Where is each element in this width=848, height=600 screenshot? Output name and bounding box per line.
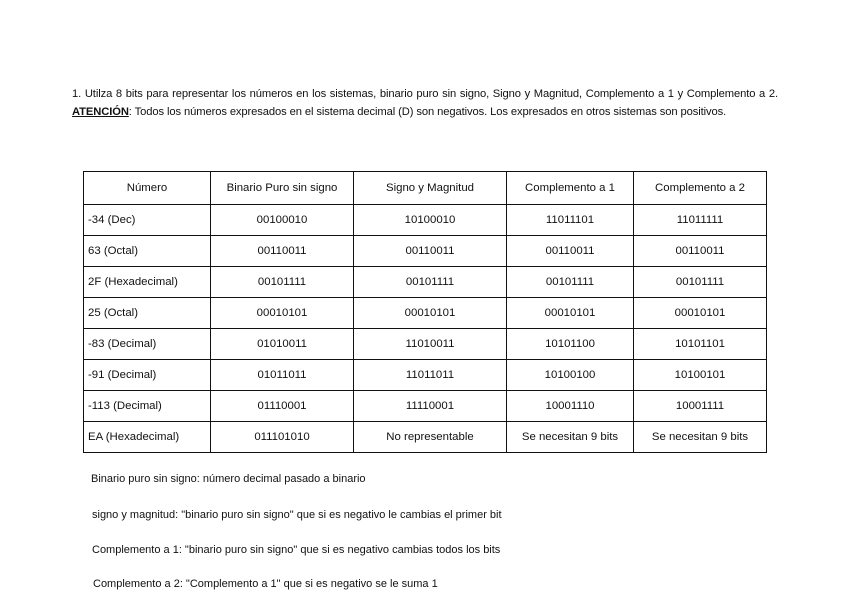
table-row (84, 298, 767, 329)
cell-binario: 011101010 (211, 422, 354, 453)
atencion-label: ATENCIÓN (72, 106, 129, 118)
table-header-row (84, 172, 767, 205)
table-row (84, 391, 767, 422)
cell-signo: 11010011 (354, 329, 507, 360)
statement-text: 1. Utilza 8 bits para representar los números en los sistemas, binario puro sin signo, Signo y Magnitud, Complemento a 1 y Complemento a 2. (72, 88, 778, 100)
table-row (84, 360, 767, 391)
cell-c2: 00101111 (634, 267, 767, 298)
cell-c2: 10100101 (634, 360, 767, 391)
cell-number: -113 (Decimal) (84, 391, 211, 422)
cell-c1: 10001110 (507, 391, 634, 422)
table-row (84, 205, 767, 236)
cell-number: EA (Hexadecimal) (84, 422, 211, 453)
cell-c1: 10101100 (507, 329, 634, 360)
cell-c1: 00010101 (507, 298, 634, 329)
cell-binario: 00010101 (211, 298, 354, 329)
cell-signo: 00110011 (354, 236, 507, 267)
header-complemento-2: Complemento a 2 (634, 172, 767, 205)
cell-c1: 10100100 (507, 360, 634, 391)
note-complemento-1: Complemento a 1: "binario puro sin signo" que si es negativo cambias todos los bits (92, 544, 501, 556)
cell-number: 2F (Hexadecimal) (84, 267, 211, 298)
cell-binario: 01010011 (211, 329, 354, 360)
cell-c1: Se necesitan 9 bits (507, 422, 634, 453)
cell-number: -91 (Decimal) (84, 360, 211, 391)
exercise-statement (72, 85, 778, 121)
cell-signo: No representable (354, 422, 507, 453)
cell-binario: 01110001 (211, 391, 354, 422)
cell-binario: 00110011 (211, 236, 354, 267)
header-signo-magnitud: Signo y Magnitud (354, 172, 507, 205)
note-complemento-2: Complemento a 2: "Complemento a 1" que si es negativo se le suma 1 (93, 578, 438, 590)
cell-binario: 00100010 (211, 205, 354, 236)
cell-c2: 00010101 (634, 298, 767, 329)
table-row (84, 236, 767, 267)
cell-binario: 00101111 (211, 267, 354, 298)
cell-c1: 00101111 (507, 267, 634, 298)
statement-text-continued: : Todos los números expresados en el sistema decimal (D) son negativos. Los expresados en otros sistemas son positivos. (128, 106, 727, 118)
cell-number: 63 (Octal) (84, 236, 211, 267)
conversion-table (83, 171, 767, 453)
cell-signo: 11011011 (354, 360, 507, 391)
cell-signo: 11110001 (354, 391, 507, 422)
cell-c2: 10101101 (634, 329, 767, 360)
cell-c2: 11011111 (634, 205, 767, 236)
cell-c2: 00110011 (634, 236, 767, 267)
table-row (84, 267, 767, 298)
header-numero: Número (84, 172, 211, 205)
cell-signo: 10100010 (354, 205, 507, 236)
cell-number: -83 (Decimal) (84, 329, 211, 360)
table-row (84, 422, 767, 453)
cell-c2: Se necesitan 9 bits (634, 422, 767, 453)
header-complemento-1: Complemento a 1 (507, 172, 634, 205)
note-binario-puro: Binario puro sin signo: número decimal pasado a binario (91, 473, 366, 485)
cell-c1: 00110011 (507, 236, 634, 267)
note-signo-magnitud: signo y magnitud: "binario puro sin signo" que si es negativo le cambias el primer bit (92, 509, 502, 521)
cell-number: 25 (Octal) (84, 298, 211, 329)
cell-binario: 01011011 (211, 360, 354, 391)
cell-signo: 00010101 (354, 298, 507, 329)
header-binario-puro: Binario Puro sin signo (211, 172, 354, 205)
cell-c2: 10001111 (634, 391, 767, 422)
table-row (84, 329, 767, 360)
cell-signo: 00101111 (354, 267, 507, 298)
cell-number: -34 (Dec) (84, 205, 211, 236)
cell-c1: 11011101 (507, 205, 634, 236)
